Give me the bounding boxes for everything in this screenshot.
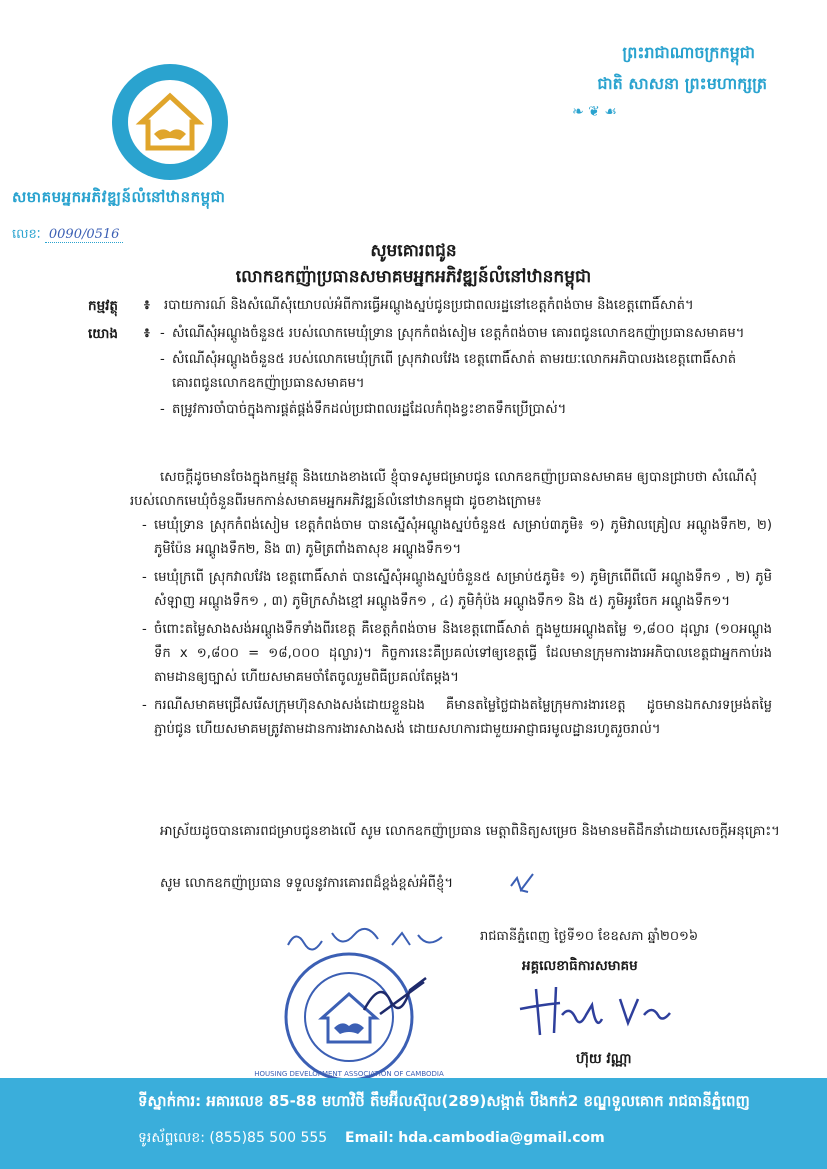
footer-address: ទីស្នាក់ការ: អគារលេខ 85-88 មហាវិថី តឹមអ៊ីលស៊ុល(289)សង្កាត់ បឹងកក់2 ខណ្ឌទួលគោក រាជធានីភ្នំពេញ bbox=[138, 1092, 750, 1110]
body-paragraph-2: អាស្រ័យដូចបានគោរពជម្រាបជូនខាងលើ សូម លោកឧកញ៉ាប្រធាន មេត្តាពិនិត្យសម្រេច និងមានមតិដឹកនាំដោយសេចក្ដីអនុគ្រោះ។ bbox=[160, 824, 780, 839]
signatory-name: ហ៊ុយ វណ្ណា bbox=[576, 1051, 632, 1067]
tel-label: ទូរស័ព្ទលេខ: bbox=[138, 1130, 205, 1146]
email-value[interactable]: hda.cambodia@gmail.com bbox=[398, 1130, 605, 1146]
date-line: រាជធានីភ្នំពេញ ថ្ងៃទី១០ ខែឧសភា ឆ្នាំ២០១៦ bbox=[480, 929, 699, 944]
salutation: សូមគោរពជូន bbox=[370, 241, 457, 261]
email-label: Email: bbox=[345, 1130, 394, 1146]
detail-item: - ករណីសមាគមជ្រើសរើសក្រុមហ៊ុនសាងសង់ដោយខ្លួនឯង គឺមានតម្លៃថ្លៃជាងតម្លៃក្រុមការងារខេត្ត ដូចមានឯកសារទម្រង់តម្លៃភ្ជាប់ជូន ហើយសមាគមត្រូវតាមដានការងារសាងសង់ ដោយសហការជាមួយអាជ្ញាធរមូលដ្ឋានរហូតរួចរាល់។ bbox=[142, 694, 772, 742]
subject-sep: ៖ bbox=[144, 298, 150, 313]
ornament: ❧ ❦ ☙ bbox=[572, 104, 617, 120]
reference-item: - តម្រូវការចាំបាច់ក្នុងការផ្គត់ផ្គង់ទឹកដល់ប្រជាពលរដ្ឋដែលកំពុងខ្វះខាតទឹកប្រើប្រាស់។ bbox=[160, 398, 780, 422]
secretary-signature bbox=[510, 975, 680, 1045]
subject-label: កម្មវត្ថុ bbox=[88, 298, 118, 314]
association-logo bbox=[110, 62, 230, 182]
stamp-text: HOUSING DEVELOPMENT ASSOCIATION OF CAMBODIA bbox=[254, 1070, 444, 1078]
motto-heading: ជាតិ សាសនា ព្រះមហាក្សត្រ bbox=[597, 74, 767, 93]
reference-item: - សំណើសុំអណ្ដូងចំនួន៥ របស់លោកមេឃុំទ្រាន ស្រុកកំពង់សៀម ខេត្តកំពង់ចាម គោរពជូនលោកឧកញ៉ាប្រធានសមាគម។ bbox=[160, 322, 780, 346]
reference-item: - សំណើសុំអណ្ដូងចំនួន៥ របស់លោកមេឃុំក្រពើ ស្រុកវាលវែង ខេត្តពោធិ៍សាត់ តាមរយៈលោកអភិបាលរងខេត្តពោធិ៍សាត់ គោរពជូនលោកឧកញ៉ាប្រធានសមាគម។ bbox=[160, 348, 780, 396]
recipient: លោកឧកញ៉ាប្រធានសមាគមអ្នកអភិវឌ្ឍន៍លំនៅឋានកម្ពុជា bbox=[235, 267, 592, 287]
kingdom-heading: ព្រះរាជាណាចក្រកម្ពុជា bbox=[622, 43, 755, 62]
detail-item: - មេឃុំទ្រាន ស្រុកកំពង់សៀម ខេត្តកំពង់ចាម បានស្នើសុំអណ្ដូងស្នប់ចំនួន៥ សម្រាប់៣ភូមិ៖ ១) ភូមិវាលគ្រៀល អណ្ដូងទឹក២, ២) ភូមិប៉ែន អណ្ដូងទឹក២, និង ៣) ភូមិត្រពាំងតាសុខ អណ្ដូងទឹក១។ bbox=[142, 514, 772, 562]
body-paragraph-1: សេចក្ដីដូចមានចែងក្នុងកម្មវត្ថុ និងយោងខាងលើ ខ្ញុំបាទសូមជម្រាបជូន លោកឧកញ៉ាប្រធានសមាគម ឲ្យបានជ្រាបថា សំណើសុំរបស់លោកមេឃុំចំនួនពីរមកកាន់សមាគមអ្នកអភិវឌ្ឍន៍លំនៅឋានកម្ពុជា ដូចខាងក្រោម៖ bbox=[130, 470, 757, 509]
org-name: សមាគមអ្នកអភិវឌ្ឍន៍លំនៅឋានកម្ពុជា bbox=[12, 188, 226, 206]
reference-list bbox=[160, 322, 780, 424]
footer-contact bbox=[138, 1128, 605, 1149]
ref-label: លេខៈ bbox=[12, 227, 41, 242]
ref-value: 0090/0516 bbox=[45, 227, 124, 243]
signatory-title: អគ្គលេខាធិការសមាគម bbox=[522, 958, 638, 974]
reference-sep: ៖ bbox=[144, 326, 150, 341]
detail-item: - ចំពោះតម្លៃសាងសង់អណ្ដូងទឹកទាំងពីរខេត្ត គឺខេត្តកំពង់ចាម និងខេត្តពោធិ៍សាត់ ក្នុងមួយអណ្ដូងតម្លៃ ១,៨០០ ដុល្លារ (១០អណ្ដូងទឹក x ១,៨០០ = ១៨,០០០ ដុល្លារ)។ កិច្ចការនេះគឺប្រគល់ទៅឲ្យខេត្តធ្វើ ដែលមានក្រុមការងារអភិបាលខេត្តជាអ្នកកាប់រងតាមដានឲ្យច្បាស់ ហើយសមាគមចាំតែចូលរួមពិធីប្រគល់តែម្ដង។ bbox=[142, 618, 772, 690]
president-signature bbox=[360, 970, 430, 1020]
handwritten-check bbox=[508, 872, 536, 898]
detail-list bbox=[142, 514, 772, 746]
subject-text: របាយការណ៍ និងសំណើសុំយោបល់អំពីការធ្វើអណ្ដូងស្នប់ជូនប្រជាពលរដ្ឋនៅខេត្តកំពង់ចាម និងខេត្តពោធិ៍សាត់។ bbox=[164, 298, 694, 313]
tel-value: (855)85 500 555 bbox=[209, 1130, 328, 1146]
reference-label: យោង bbox=[88, 326, 118, 342]
closing-greeting: សូម លោកឧកញ៉ាប្រធាន ទទួលនូវការគោរពដ៏ខ្ពង់ខ្ពស់អំពីខ្ញុំ។ bbox=[160, 876, 454, 891]
detail-item: - មេឃុំក្រពើ ស្រុកវាលវែង ខេត្តពោធិ៍សាត់ បានស្នើសុំអណ្ដូងស្នប់ចំនួន៥ សម្រាប់៥ភូមិ៖ ១) ភូមិក្រពើពីលើ អណ្ដូងទឹក១ , ២) ភូមិសំឡាញ អណ្ដូងទឹក១ , ៣) ភូមិក្រសាំងខ្មៅ អណ្ដូងទឹក១ , ៤) ភូមិកុំប៉ង អណ្ដូងទឹក១ និង ៥) ភូមិអូរចែក អណ្ដូងទឹក១។ bbox=[142, 566, 772, 614]
